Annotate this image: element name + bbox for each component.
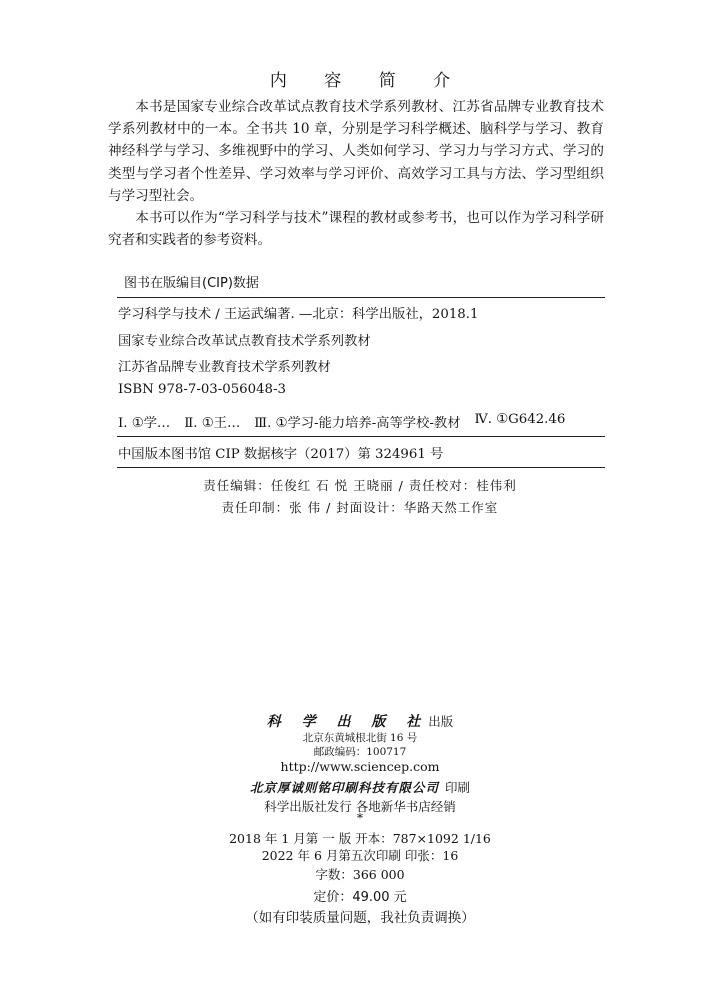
publisher-website: http://www.sciencep.com <box>280 759 440 774</box>
page-title: 内 容 简 介 <box>269 71 467 91</box>
publisher-name: 科 学 出 版 社 <box>266 714 429 730</box>
cip-top-rule <box>117 297 605 298</box>
separator-star: * <box>356 810 364 825</box>
catalog-item-4: Ⅳ. ①G642.46 <box>474 412 566 427</box>
cip-catalog-line <box>118 412 606 431</box>
cip-series-line-2: 江苏省品牌专业教育技术学系列教材 <box>118 360 331 375</box>
printer-line <box>0 777 720 796</box>
intro-paragraph-2: 本书可以作为“学习科学与技术”课程的教材或参考书，也可以作为学习科学研究者和实践者的参考资料。 <box>108 210 604 249</box>
cip-bottom-rule <box>117 467 605 468</box>
credits-line-2: 责任印制：张 伟 / 封面设计：华路天然工作室 <box>221 500 499 515</box>
publisher-suffix: 出版 <box>428 714 454 729</box>
intro-paragraph-1: 本书是国家专业综合改革试点教育技术学系列教材、江苏省品牌专业教育技术学系列教材中的一本。全书共 10 章，分别是学习科学概述、脑科学与学习、教育神经科学与学习、多维视野中的学习、人类如何学习、学习力与学习方式、学习的类型与学习者个性差异、学习效率与学习评价、高效学习工具与方法、学习型组织与学习型社会。 <box>108 99 604 204</box>
cip-isbn: ISBN 978-7-03-056048-3 <box>118 382 286 397</box>
edition-line: 2018 年 1 月第 一 版 开本：787×1092 1/16 <box>229 831 491 846</box>
publisher-address: 北京东黄城根北街 16 号 <box>302 732 418 744</box>
printer-suffix: 印刷 <box>445 780 471 795</box>
printing-line: 2022 年 6 月第五次印刷 印张：16 <box>261 848 459 863</box>
catalog-item-2: Ⅱ. ①王… <box>184 416 241 431</box>
quality-note: （如有印装质量问题，我社负责调换） <box>245 910 475 926</box>
cip-series-line-1: 国家专业综合改革试点教育技术学系列教材 <box>118 334 371 349</box>
cip-title: 图书在版编目(CIP)数据 <box>124 276 259 291</box>
intro-text <box>108 96 604 251</box>
price: 定价：49.00 元 <box>313 890 407 905</box>
catalog-item-1: Ⅰ. ①学… <box>118 416 171 431</box>
credits-line-1: 责任编辑：任俊红 石 悦 王晓丽 / 责任校对：桂伟利 <box>203 478 517 493</box>
publisher-postcode: 邮政编码：100717 <box>313 746 407 758</box>
cip-mid-rule <box>117 436 605 437</box>
publisher-line <box>0 711 720 731</box>
cip-library-number: 中国版本图书馆 CIP 数据核字（2017）第 324961 号 <box>118 447 444 462</box>
distribution-line: 科学出版社发行 各地新华书店经销 <box>264 799 456 814</box>
catalog-item-3: Ⅲ. ①学习-能力培养-高等学校-教材 <box>254 416 461 431</box>
word-count: 字数：366 000 <box>315 867 405 882</box>
cip-bibliographic-line: 学习科学与技术 / 王运武编著. —北京：科学出版社，2018.1 <box>118 307 479 322</box>
printer-name: 北京厚诚则铭印刷科技有限公司 <box>249 780 439 795</box>
